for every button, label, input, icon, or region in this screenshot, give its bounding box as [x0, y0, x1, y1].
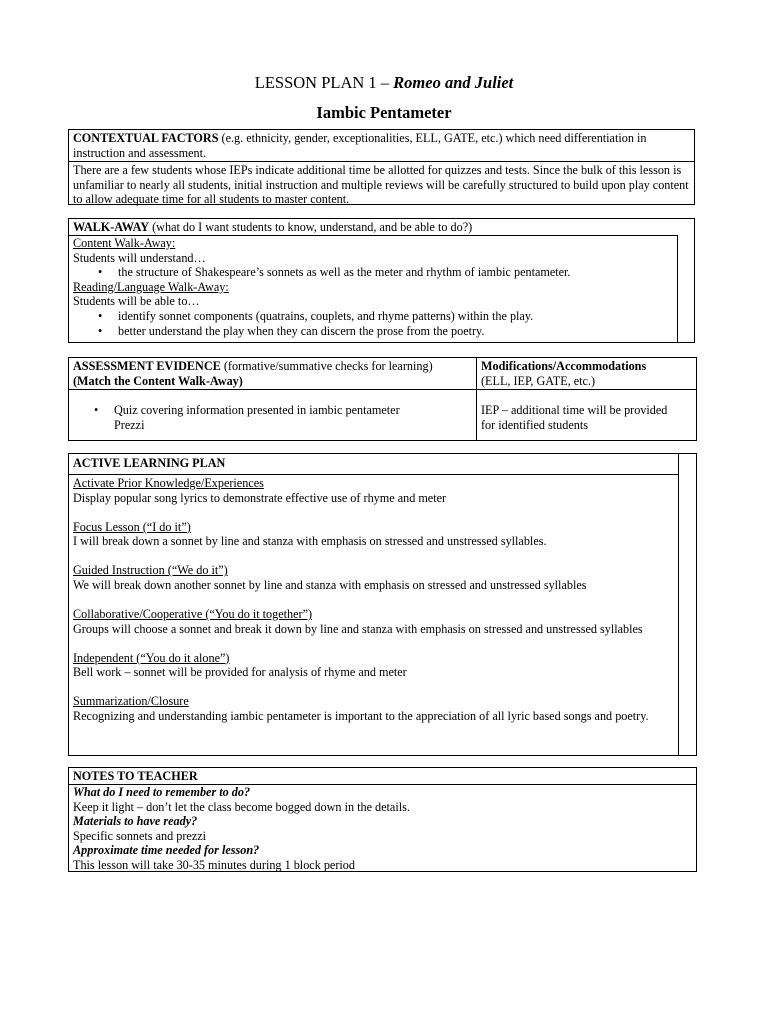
notes-header: [69, 768, 696, 784]
walkaway-header: [69, 219, 694, 235]
summarization-label: Summarization/Closure: [73, 694, 189, 709]
walkaway-body: [69, 235, 678, 338]
notes-answer-1: Keep it light – don’t let the class become bogged down in the details.: [73, 799, 410, 814]
assessment-header: [69, 359, 476, 388]
assessment-note: (formative/summative checks for learning): [220, 359, 433, 373]
contextual-factors-heading: CONTEXTUAL FACTORS: [73, 131, 219, 145]
walkaway-note: (what do I want students to know, understand, and be able to do?): [149, 220, 473, 234]
walkaway-table: [68, 218, 695, 343]
assessment-body: [69, 403, 476, 432]
list-item: • better understand the play when they can discern the prose from the poetry.: [73, 324, 674, 339]
modifications-body: IEP – additional time will be provided for identified students: [481, 403, 668, 432]
notes-heading: NOTES TO TEACHER: [73, 769, 198, 783]
list-item: • identify sonnet components (quatrains, couplets, and rhyme patterns) within the play.: [73, 309, 674, 324]
activate-text: Display popular song lyrics to demonstrate effective use of rhyme and meter: [73, 490, 447, 505]
assessment-heading: ASSESSMENT EVIDENCE: [73, 359, 221, 373]
walkaway-column-divider: [677, 235, 678, 342]
active-learning-body: [69, 474, 679, 724]
notes-question-2: Materials to have ready?: [73, 814, 198, 829]
modifications-header: [477, 359, 697, 388]
independent-text: Bell work – sonnet will be provided for analysis of rhyme and meter: [73, 665, 407, 680]
reading-walkaway-intro: Students will be able to…: [73, 294, 200, 309]
focus-label: Focus Lesson (“I do it”): [73, 519, 191, 534]
page-title: [0, 73, 768, 93]
independent-label: Independent (“You do it alone”): [73, 650, 230, 665]
list-item: • the structure of Shakespeare’s sonnets as well as the meter and rhythm of iambic pentameter.: [73, 265, 674, 280]
list-item: • Quiz covering information presented in iambic pentameter Prezzi: [69, 403, 416, 432]
contextual-factors-note: (e.g. ethnicity, gender, exceptionalities, ELL, GATE, etc.) which need differentiation in instruction and assessment.: [73, 131, 647, 160]
guided-text: We will break down another sonnet by line and stanza with emphasis on stressed and unstressed syllables: [73, 577, 587, 592]
contextual-factors-body: There are a few students whose IEPs indicate additional time be allotted for quizzes and tests. Since the bulk of this lesson is unfamiliar to nearly all students, initial instruction and multiple reviews will be carefully structured to build upon play content to allow adequate time for all students to master content.: [69, 161, 694, 207]
content-walkaway-intro: Students will understand…: [73, 250, 206, 265]
reading-walkaway-list: [73, 309, 674, 338]
notes-question-1: What do I need to remember to do?: [73, 785, 251, 799]
collaborative-text: Groups will choose a sonnet and break it down by line and stanza with emphasis on stressed and unstressed syllables: [73, 621, 643, 636]
notes-body: [69, 784, 696, 873]
assessment-match-note: (Match the Content Walk-Away): [73, 373, 243, 388]
collaborative-label: Collaborative/Cooperative (“You do it together”): [73, 607, 313, 622]
assessment-row-divider: [69, 389, 696, 390]
title-prefix: LESSON PLAN 1 –: [254, 73, 394, 92]
assessment-list: [69, 403, 476, 432]
active-learning-header: [69, 454, 696, 474]
page-subtitle: Iambic Pentameter: [316, 103, 452, 122]
modifications-note: (ELL, IEP, GATE, etc.): [481, 373, 596, 388]
summarization-text: Recognizing and understanding iambic pentameter is important to the appreciation of all lyric based songs and poetry.: [73, 709, 649, 724]
reading-walkaway-label: Reading/Language Walk-Away:: [73, 279, 229, 294]
activate-label: Activate Prior Knowledge/Experiences: [73, 476, 264, 490]
active-column-divider: [678, 454, 679, 755]
play-title: Romeo and Juliet: [393, 73, 514, 92]
notes-question-3: Approximate time needed for lesson?: [73, 843, 260, 858]
modifications-heading: Modifications/Accommodations: [481, 359, 647, 373]
contextual-factors-table: [68, 129, 695, 205]
assessment-table: [68, 357, 697, 441]
notes-answer-2: Specific sonnets and prezzi: [73, 828, 206, 843]
active-learning-table: [68, 453, 697, 756]
active-learning-heading: ACTIVE LEARNING PLAN: [73, 456, 226, 470]
content-walkaway-label: Content Walk-Away:: [73, 236, 176, 250]
walkaway-heading: WALK-AWAY: [73, 220, 150, 234]
guided-label: Guided Instruction (“We do it”): [73, 563, 228, 578]
notes-answer-3: This lesson will take 30-35 minutes during 1 block period: [73, 857, 355, 872]
contextual-factors-header: [69, 130, 694, 161]
content-walkaway-list: [73, 265, 674, 280]
focus-text: I will break down a sonnet by line and stanza with emphasis on stressed and unstressed syllables.: [73, 534, 547, 549]
notes-table: [68, 767, 697, 872]
